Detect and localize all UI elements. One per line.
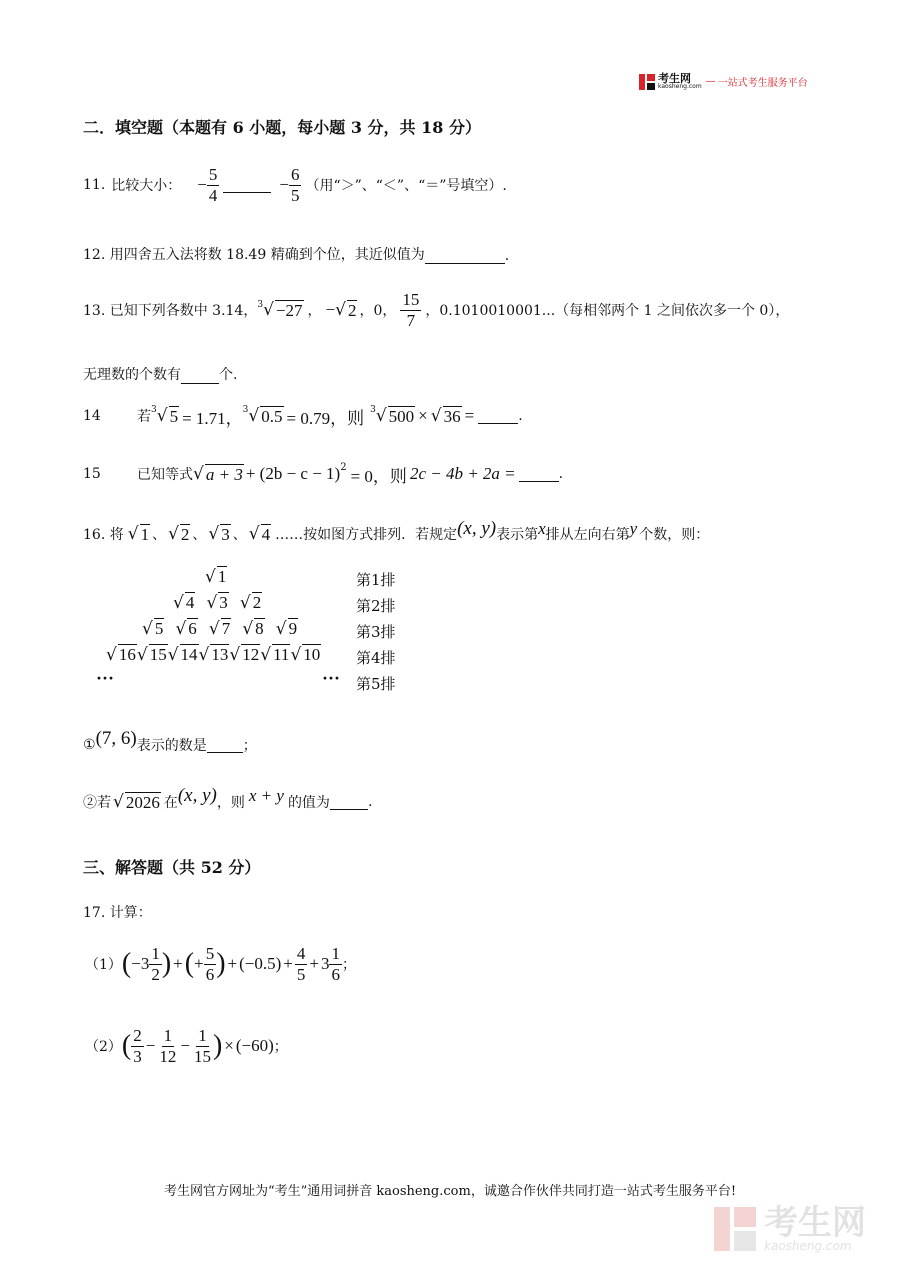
- row-label-5: 第5排: [356, 675, 396, 693]
- q14-blank: [478, 409, 518, 424]
- section-3-title: 三、解答题（共 52 分）: [83, 858, 261, 877]
- q11-blank: [223, 178, 271, 193]
- row-label-4: 第4排: [356, 649, 396, 667]
- q16-blank-1: [207, 738, 243, 753]
- section-2-title: 二．填空题（本题有 6 小题，每小题 3 分，共 18 分）: [83, 118, 481, 137]
- watermark-cn: 考生网: [764, 1203, 866, 1243]
- row-label-1: 第1排: [356, 571, 396, 589]
- q11-tail: （用“＞”、“＜”、“＝”号填空）.: [305, 178, 507, 194]
- question-14: 14 若 3 √ 5 = 1.71， 3 √ 0.5 = 0.79，则 3 √ 500 × √ 36 = .: [83, 405, 523, 428]
- question-17-part2: （2） ( $\frac{2}{3}$ − $\frac{1}{12}$ − $\frac{1}{15}$ ) × (−60) ；: [85, 1025, 288, 1066]
- triangle-row-3: √ 5 √ 6 √ 7 √ 8 √ 9: [142, 619, 298, 639]
- q15-blank: [519, 467, 559, 482]
- header-logo: 考生网 kaosheng.com — 一站式考生服务平台: [639, 73, 808, 90]
- q11-fraction-b: $\frac{6}{5}$: [290, 164, 300, 205]
- question-16-part1: ① (7, 6) 表示的数是 ；: [83, 728, 257, 754]
- q16-blank-2: [330, 795, 368, 810]
- question-12: 12. 用四舍五入法将数 18.49 精确到个位，其近似值为 .: [83, 244, 509, 264]
- q13-tail: ，0.1010010001...（每相邻两个 1 之间依次多一个 0），: [425, 303, 790, 319]
- question-17: 17. 计算：: [83, 905, 152, 921]
- watermark-en: kaosheng.com: [764, 1239, 852, 1253]
- triangle-row-4: √ 16√ 15√ 14√ 13√ 12√ 11√ 10: [106, 645, 321, 665]
- q13-cbrt: −27: [275, 300, 303, 320]
- logo-en: kaosheng.com: [658, 83, 702, 90]
- header-slogan: 一站式考生服务平台: [717, 78, 808, 89]
- triangle-row-1: √ 1: [205, 567, 227, 587]
- footer-text: 考生网官方网址为“考生”通用词拼音 kaosheng.com，诚邀合作伙伴共同打造一站式考生服务平台!: [163, 1184, 737, 1199]
- q11-lead: 比较大小：: [111, 178, 182, 194]
- q13-lead: 13. 已知下列各数中 3.14，: [83, 303, 258, 319]
- question-11: 11. 比较大小： − $\frac{5}{4}$ − $\frac{6}{5}$ （用“＞”、“＜”、“＝”号填空）.: [83, 164, 507, 205]
- q12-text: 12. 用四舍五入法将数 18.49 精确到个位，其近似值为: [83, 247, 425, 263]
- watermark: [714, 1203, 866, 1253]
- kaosheng-logo-icon: [639, 74, 655, 90]
- row-label-3: 第3排: [356, 623, 396, 641]
- triangle-row-2: √ 4 √ 3 √ 2: [173, 593, 262, 613]
- q13-fraction: $\frac{15}{7}$: [402, 289, 420, 330]
- logo-cn: 考生网: [658, 72, 691, 85]
- row5-dots-left: ···: [96, 668, 115, 688]
- question-16: 16. 将 √ 1 、 √ 2 、 √ 3 、 √ 4 ……按如图方式排列．若规定 (x, y) 表示第 x 排从左向右第 y 个数，则：: [83, 518, 710, 544]
- row5-dots-right: ···: [322, 668, 341, 688]
- watermark-logo-icon: [714, 1207, 756, 1251]
- question-13: 13. 已知下列各数中 3.14， 3 √ −27 ， − √ 2 ，0， $\frac{15}{7}$ ，0.1010010001...（每相邻两个 1 之间依次多一个 0），: [83, 289, 790, 330]
- question-16-part2: ②若 √ 2026 在 (x, y) ，则 x + y 的值为 .: [83, 785, 373, 812]
- question-13-line2: 无理数的个数有 个.: [83, 367, 238, 383]
- q13-blank: [181, 369, 219, 384]
- q12-blank: [425, 249, 505, 264]
- q11-num: 11.: [83, 177, 106, 193]
- q11-fraction-a: $\frac{5}{4}$: [208, 164, 218, 205]
- q13-sqrt2: 2: [347, 300, 357, 320]
- question-17-part1: （1） ( −3 $\frac{1}{2}$ ) + ( + $\frac{5}{6}$ ) + (−0.5) + $\frac{4}{5}$ + 3 $\frac{1}{6}$ ；: [85, 943, 356, 984]
- question-15: 15 已知等式 √ a + 3 + (2b − c − 1) 2 = 0，则 2c − 4b + 2a = .: [83, 461, 564, 486]
- row-label-2: 第2排: [356, 597, 396, 615]
